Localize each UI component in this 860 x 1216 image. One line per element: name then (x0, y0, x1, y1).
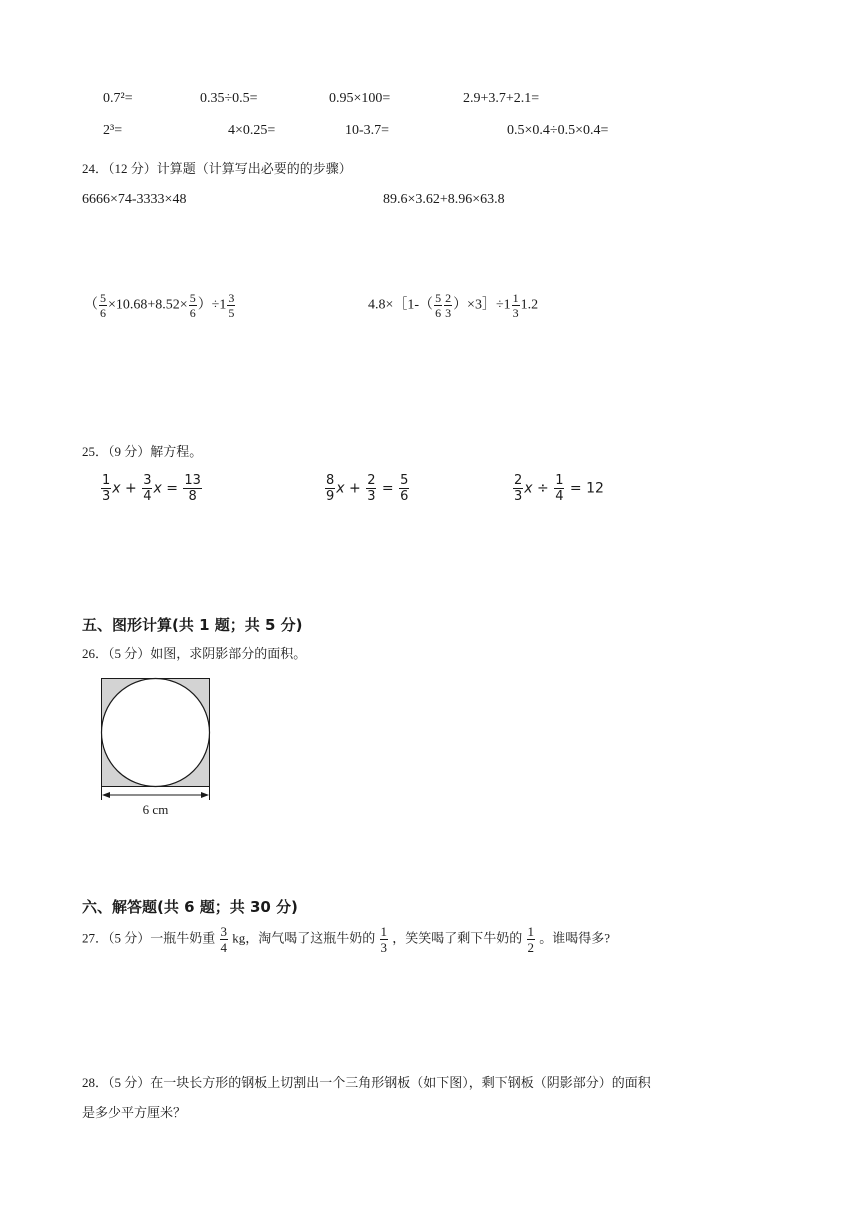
equation-3: $\frac{2}{3}$ x ÷ $\frac{1}{4}$ = 12 (514, 473, 604, 504)
q24-expression-4: 4.8×［1-（ $\frac{5}{6}$ $\frac{2}{3}$ ）×3］÷1 $\frac{1}{3}$ 1.2 (368, 291, 539, 320)
equation-1: $\frac{1}{3}$ x + $\frac{3}{4}$ x = $\frac{13}{8}$ (102, 473, 201, 504)
arrow-left-icon (102, 792, 110, 798)
question-27: 27．（5 分）一瓶牛奶重 $\frac{3}{4}$ kg，淘气喝了这瓶牛奶的 $\frac{1}{3}$ ，笑笑喝了剩下牛奶的 $\frac{1}{2}$ 。谁喝得多? (82, 924, 611, 955)
oral-item: 0.35÷0.5= (200, 91, 258, 106)
section-6-heading: 六、解答题(共 6 题；共 30 分) (82, 898, 298, 916)
question-28-line-1: 28．（5 分）在一块长方形的钢板上切割出一个三角形钢板（如下图），剩下钢板（阴影部分）的面积 (82, 1075, 651, 1090)
dimension-label: 6 cm (142, 802, 169, 817)
oral-item: 0.7²= (103, 91, 133, 106)
question-25-title: 25．（9 分）解方程。 (82, 444, 203, 459)
section-5-heading: 五、图形计算(共 1 题；共 5 分) (82, 616, 303, 634)
oral-item: 0.95×100= (329, 91, 391, 106)
oral-item: 2³= (103, 123, 123, 138)
question-26: 26．（5 分）如图，求阴影部分的面积。 (82, 646, 307, 661)
q24-expression-2: 89.6×3.62+8.96×63.8 (383, 192, 505, 207)
arrow-right-icon (201, 792, 209, 798)
question-28-line-2: 是多少平方厘米？ (82, 1105, 187, 1120)
oral-item: 0.5×0.4÷0.5×0.4= (507, 123, 609, 138)
q24-expression-3: （ $\frac{5}{6}$ ×10.68+8.52× $\frac{5}{6}$ ）÷1 $\frac{3}{5}$ (84, 291, 235, 320)
oral-item: 4×0.25= (228, 123, 276, 138)
question-24-title: 24．（12 分）计算题（计算写出必要的的步骤） (82, 161, 352, 176)
inscribed-circle (102, 679, 210, 787)
shaded-square-figure (96, 674, 220, 820)
oral-item: 10-3.7= (345, 123, 390, 138)
equation-2: $\frac{8}{9}$ x + $\frac{2}{3}$ = $\frac{5}{6}$ (326, 473, 409, 504)
q24-expression-1: 6666×74-3333×48 (82, 192, 187, 207)
oral-item: 2.9+3.7+2.1= (463, 91, 540, 106)
